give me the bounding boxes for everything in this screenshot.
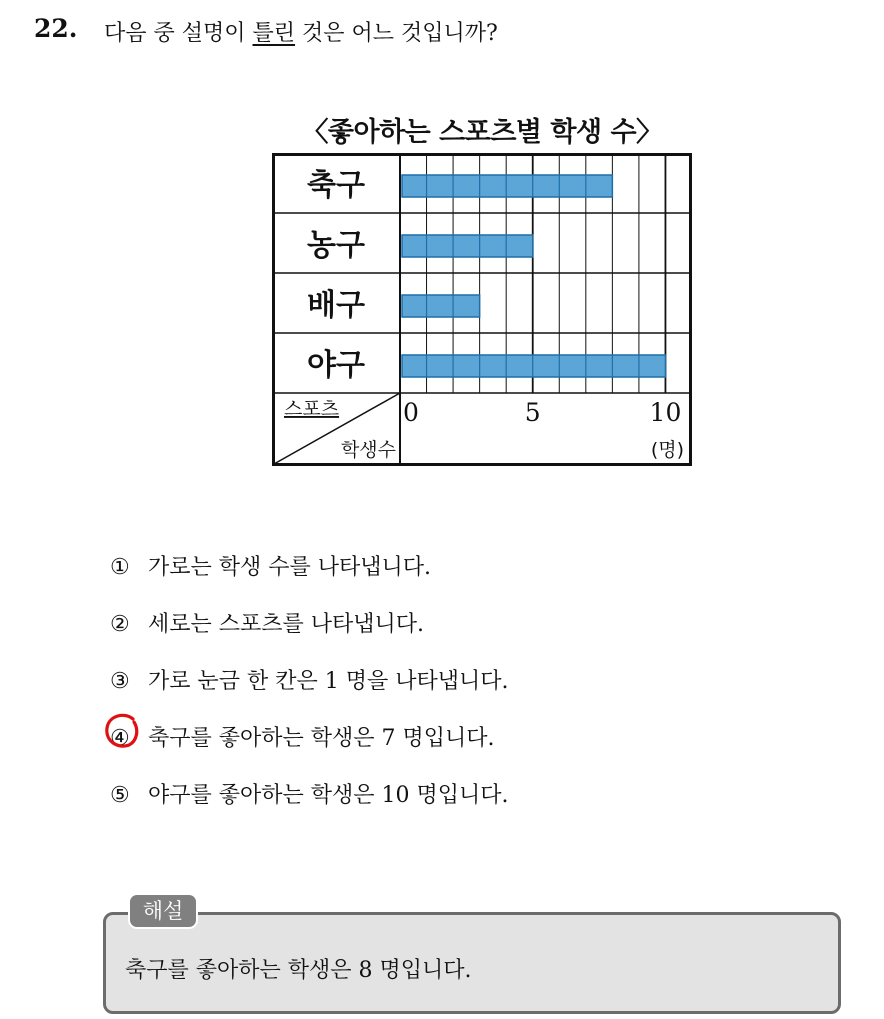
answer-circle-mark [103,712,141,750]
choice-5-text: 야구를 좋아하는 학생은 10 명입니다. [148,783,509,808]
bar-1 [402,175,612,197]
bar-3 [402,295,480,317]
choice-1-number: ① [110,555,130,580]
category-label-4: 야구 [307,348,365,383]
category-label-1: 축구 [307,168,365,203]
choice-3-number: ③ [110,669,130,694]
choice-4-number: ④ [110,726,130,751]
category-label-3: 배구 [307,288,365,323]
choice-2-text: 세로는 스포츠를 나타냅니다. [148,612,425,637]
choice-3-text: 가로 눈금 한 칸은 1 명을 나타냅니다. [148,669,509,694]
choice-1[interactable] [110,550,431,581]
choice-3[interactable] [110,664,508,695]
bar-chart [272,153,692,466]
question-text [104,16,498,47]
question-text-before: 다음 중 설명이 [104,21,253,46]
choice-5[interactable] [110,778,509,809]
x-tick-label-5: 5 [524,398,541,427]
question-text-after: 것은 어느 것입니까? [295,21,498,46]
bar-4 [402,355,665,377]
choice-1-text: 가로는 학생 수를 나타냅니다. [148,555,431,580]
explanation-badge: 해설 [128,893,198,929]
chart-title: 〈좋아하는 스포츠별 학생 수〉 [301,117,663,148]
x-tick-label-10: 10 [649,398,682,427]
choice-2[interactable] [110,607,424,638]
explanation-text: 축구를 좋아하는 학생은 8 명입니다. [125,958,472,983]
choice-5-number: ⑤ [110,783,130,808]
corner-label-top: 스포츠 [284,398,340,420]
chart-bars [402,175,665,377]
bar-2 [402,235,533,257]
choice-2-number: ② [110,612,130,637]
choice-4[interactable] [110,721,495,752]
x-tick-label-0: 0 [403,398,419,427]
chart-labels [284,168,684,461]
category-label-2: 농구 [307,228,365,263]
question-underlined-word: 틀린 [252,21,296,46]
x-unit-label: (명) [650,439,684,461]
question-number: 22. [34,14,78,43]
corner-label-bottom: 학생수 [340,439,396,461]
choice-4-text: 축구를 좋아하는 학생은 7 명입니다. [148,726,495,751]
